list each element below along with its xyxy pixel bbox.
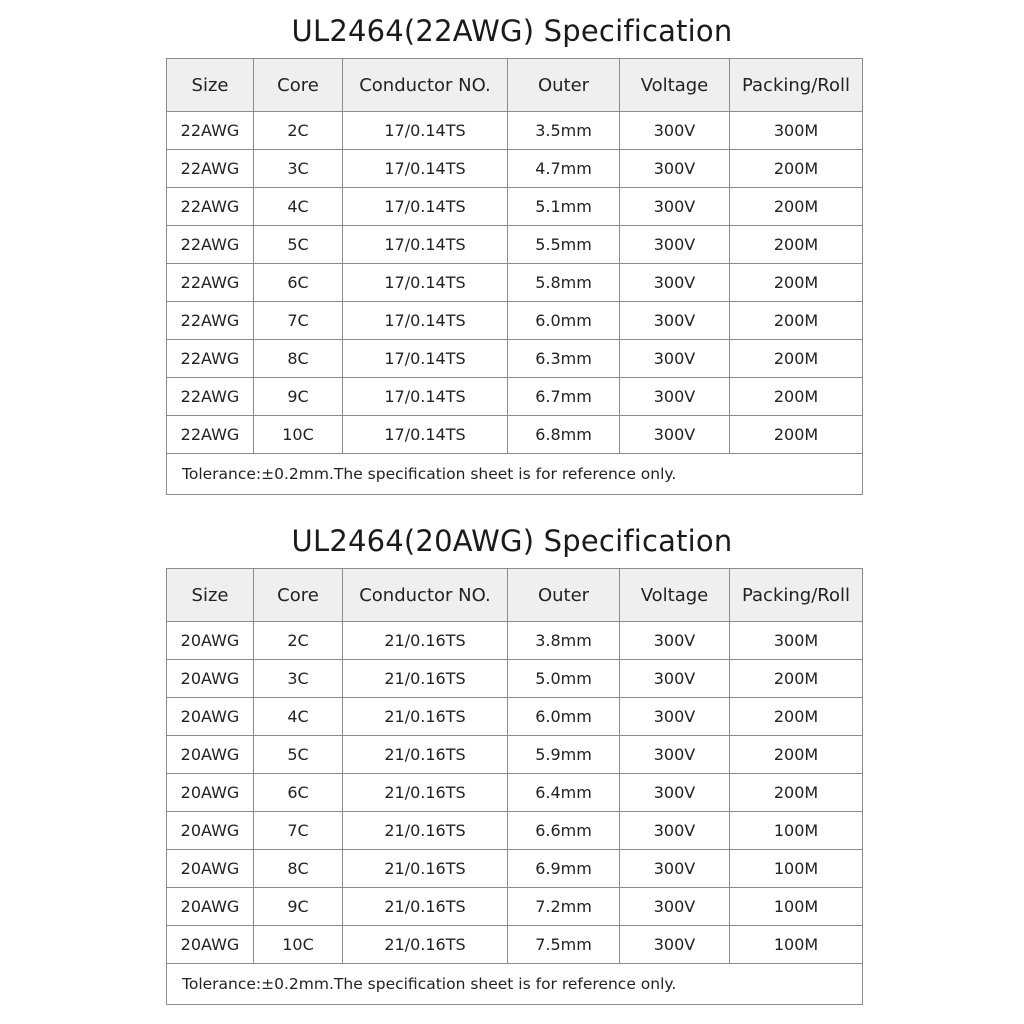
cell-core: 5C	[254, 736, 343, 774]
table-row	[167, 302, 863, 340]
cell-packing-roll: 200M	[730, 378, 863, 416]
cell-conductor-no: 17/0.14TS	[343, 150, 508, 188]
cell-packing-roll: 200M	[730, 660, 863, 698]
column-header-conductor-no: Conductor NO.	[343, 59, 508, 112]
cell-conductor-no: 21/0.16TS	[343, 660, 508, 698]
cell-conductor-no: 21/0.16TS	[343, 850, 508, 888]
cell-packing-roll: 200M	[730, 736, 863, 774]
table-row	[167, 112, 863, 150]
cell-size: 22AWG	[167, 302, 254, 340]
cell-packing-roll: 300M	[730, 622, 863, 660]
cell-core: 2C	[254, 112, 343, 150]
cell-core: 3C	[254, 150, 343, 188]
cell-outer: 5.5mm	[508, 226, 620, 264]
cell-outer: 6.7mm	[508, 378, 620, 416]
table-row	[167, 850, 863, 888]
cell-conductor-no: 17/0.14TS	[343, 188, 508, 226]
spec-title-22awg: UL2464(22AWG) Specification	[291, 14, 733, 48]
cell-voltage: 300V	[620, 150, 730, 188]
cell-conductor-no: 17/0.14TS	[343, 416, 508, 454]
header-row	[167, 569, 863, 622]
spec-table-20awg	[166, 568, 863, 1005]
cell-voltage: 300V	[620, 850, 730, 888]
cell-core: 4C	[254, 698, 343, 736]
cell-core: 8C	[254, 340, 343, 378]
cell-packing-roll: 200M	[730, 774, 863, 812]
cell-size: 20AWG	[167, 774, 254, 812]
cell-size: 20AWG	[167, 736, 254, 774]
column-header-size: Size	[167, 569, 254, 622]
cell-outer: 7.2mm	[508, 888, 620, 926]
cell-core: 10C	[254, 926, 343, 964]
cell-voltage: 300V	[620, 264, 730, 302]
cell-outer: 6.0mm	[508, 302, 620, 340]
cell-conductor-no: 21/0.16TS	[343, 888, 508, 926]
cell-size: 20AWG	[167, 660, 254, 698]
spec-table-22awg	[166, 58, 863, 495]
column-header-voltage: Voltage	[620, 59, 730, 112]
cell-size: 22AWG	[167, 264, 254, 302]
cell-voltage: 300V	[620, 378, 730, 416]
cell-conductor-no: 17/0.14TS	[343, 302, 508, 340]
table-row	[167, 622, 863, 660]
cell-voltage: 300V	[620, 416, 730, 454]
cell-size: 20AWG	[167, 888, 254, 926]
column-header-core: Core	[254, 59, 343, 112]
column-header-voltage: Voltage	[620, 569, 730, 622]
cell-voltage: 300V	[620, 188, 730, 226]
tolerance-note: Tolerance:±0.2mm.The specification sheet is for reference only.	[167, 454, 863, 495]
cell-conductor-no: 17/0.14TS	[343, 340, 508, 378]
cell-core: 7C	[254, 302, 343, 340]
table-row	[167, 736, 863, 774]
cell-outer: 5.9mm	[508, 736, 620, 774]
cell-size: 22AWG	[167, 340, 254, 378]
cell-packing-roll: 200M	[730, 416, 863, 454]
cell-voltage: 300V	[620, 774, 730, 812]
cell-conductor-no: 21/0.16TS	[343, 774, 508, 812]
cell-conductor-no: 21/0.16TS	[343, 812, 508, 850]
cell-outer: 6.3mm	[508, 340, 620, 378]
cell-outer: 6.8mm	[508, 416, 620, 454]
cell-outer: 6.6mm	[508, 812, 620, 850]
cell-core: 5C	[254, 226, 343, 264]
cell-voltage: 300V	[620, 226, 730, 264]
cell-packing-roll: 200M	[730, 188, 863, 226]
cell-outer: 5.0mm	[508, 660, 620, 698]
cell-conductor-no: 21/0.16TS	[343, 698, 508, 736]
cell-voltage: 300V	[620, 698, 730, 736]
cell-core: 9C	[254, 888, 343, 926]
cell-outer: 6.4mm	[508, 774, 620, 812]
tolerance-row	[167, 454, 863, 495]
cell-size: 22AWG	[167, 188, 254, 226]
cell-packing-roll: 200M	[730, 264, 863, 302]
column-header-core: Core	[254, 569, 343, 622]
column-header-packing-roll: Packing/Roll	[730, 59, 863, 112]
cell-conductor-no: 21/0.16TS	[343, 622, 508, 660]
cell-conductor-no: 17/0.14TS	[343, 112, 508, 150]
cell-core: 4C	[254, 188, 343, 226]
table-row	[167, 774, 863, 812]
cell-outer: 3.8mm	[508, 622, 620, 660]
cell-voltage: 300V	[620, 812, 730, 850]
cell-voltage: 300V	[620, 736, 730, 774]
cell-core: 9C	[254, 378, 343, 416]
cell-size: 22AWG	[167, 416, 254, 454]
cell-conductor-no: 17/0.14TS	[343, 226, 508, 264]
cell-conductor-no: 17/0.14TS	[343, 378, 508, 416]
column-header-packing-roll: Packing/Roll	[730, 569, 863, 622]
cell-packing-roll: 200M	[730, 226, 863, 264]
cell-packing-roll: 200M	[730, 698, 863, 736]
cell-voltage: 300V	[620, 622, 730, 660]
table-row	[167, 698, 863, 736]
table-row	[167, 416, 863, 454]
cell-packing-roll: 200M	[730, 340, 863, 378]
cell-size: 22AWG	[167, 226, 254, 264]
cell-voltage: 300V	[620, 112, 730, 150]
cell-outer: 5.8mm	[508, 264, 620, 302]
table-row	[167, 660, 863, 698]
spec-title-20awg: UL2464(20AWG) Specification	[291, 524, 733, 558]
cell-packing-roll: 300M	[730, 112, 863, 150]
cell-voltage: 300V	[620, 340, 730, 378]
header-row	[167, 59, 863, 112]
table-row	[167, 264, 863, 302]
cell-size: 22AWG	[167, 112, 254, 150]
cell-core: 6C	[254, 774, 343, 812]
cell-core: 7C	[254, 812, 343, 850]
cell-voltage: 300V	[620, 660, 730, 698]
cell-conductor-no: 21/0.16TS	[343, 926, 508, 964]
cell-size: 20AWG	[167, 622, 254, 660]
cell-core: 6C	[254, 264, 343, 302]
cell-size: 22AWG	[167, 378, 254, 416]
cell-core: 10C	[254, 416, 343, 454]
cell-conductor-no: 17/0.14TS	[343, 264, 508, 302]
cell-core: 2C	[254, 622, 343, 660]
cell-size: 20AWG	[167, 812, 254, 850]
table-row	[167, 812, 863, 850]
cell-packing-roll: 100M	[730, 888, 863, 926]
cell-packing-roll: 100M	[730, 926, 863, 964]
cell-packing-roll: 200M	[730, 302, 863, 340]
column-header-outer: Outer	[508, 569, 620, 622]
table-row	[167, 188, 863, 226]
cell-packing-roll: 100M	[730, 812, 863, 850]
column-header-conductor-no: Conductor NO.	[343, 569, 508, 622]
cell-outer: 6.9mm	[508, 850, 620, 888]
cell-core: 3C	[254, 660, 343, 698]
column-header-size: Size	[167, 59, 254, 112]
cell-packing-roll: 100M	[730, 850, 863, 888]
tolerance-row	[167, 964, 863, 1005]
cell-outer: 6.0mm	[508, 698, 620, 736]
table-row	[167, 378, 863, 416]
table-row	[167, 926, 863, 964]
table-row	[167, 888, 863, 926]
cell-voltage: 300V	[620, 888, 730, 926]
column-header-outer: Outer	[508, 59, 620, 112]
cell-core: 8C	[254, 850, 343, 888]
cell-size: 20AWG	[167, 850, 254, 888]
cell-outer: 3.5mm	[508, 112, 620, 150]
table-row	[167, 340, 863, 378]
cell-voltage: 300V	[620, 302, 730, 340]
table-row	[167, 226, 863, 264]
cell-size: 22AWG	[167, 150, 254, 188]
cell-conductor-no: 21/0.16TS	[343, 736, 508, 774]
table-row	[167, 150, 863, 188]
cell-size: 20AWG	[167, 698, 254, 736]
tolerance-note: Tolerance:±0.2mm.The specification sheet is for reference only.	[167, 964, 863, 1005]
cell-voltage: 300V	[620, 926, 730, 964]
cell-outer: 5.1mm	[508, 188, 620, 226]
cell-outer: 7.5mm	[508, 926, 620, 964]
cell-packing-roll: 200M	[730, 150, 863, 188]
cell-size: 20AWG	[167, 926, 254, 964]
cell-outer: 4.7mm	[508, 150, 620, 188]
